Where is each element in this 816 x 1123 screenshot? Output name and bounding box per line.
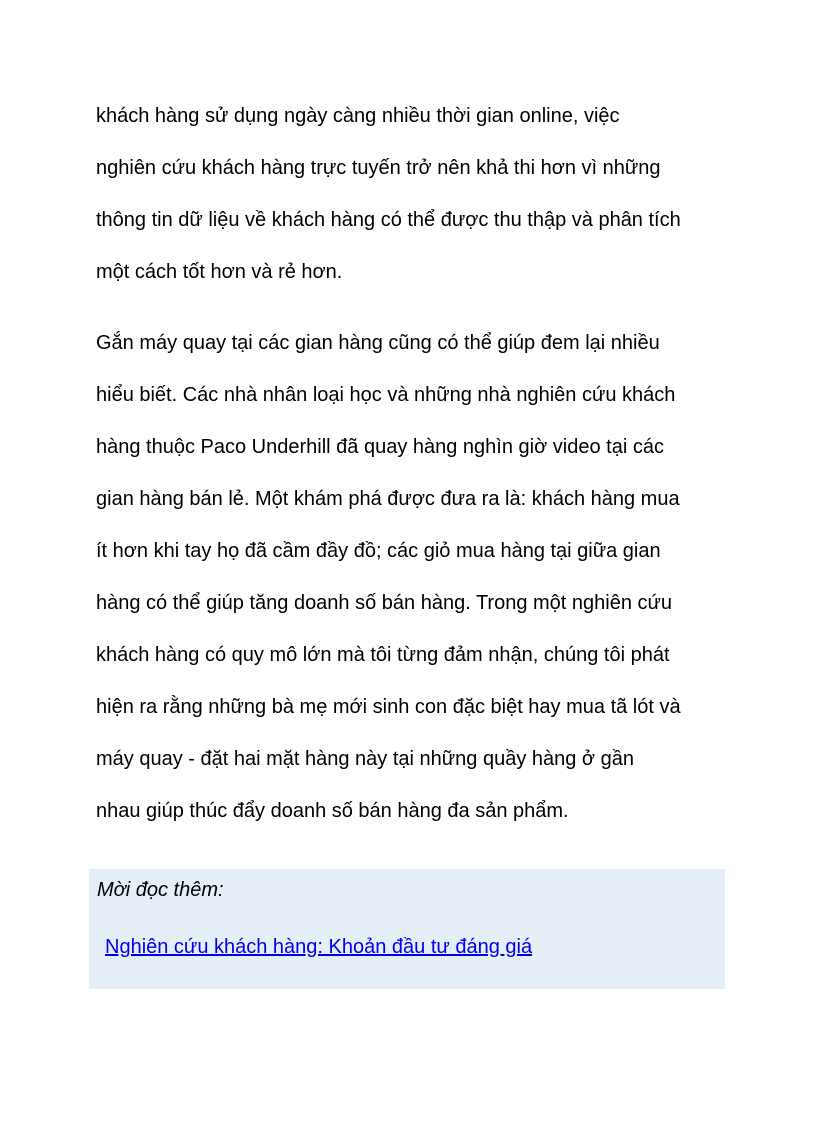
paragraph-1 (96, 90, 736, 298)
paragraph-line: khách hàng sử dụng ngày càng nhiều thời gian online, việc (96, 105, 620, 127)
paragraph-line: một cách tốt hơn và rẻ hơn. (96, 261, 343, 283)
paragraph-line: Gắn máy quay tại các gian hàng cũng có thể giúp đem lại nhiều (96, 332, 660, 354)
paragraph-line: nhau giúp thúc đẩy doanh số bán hàng đa sản phẩm. (96, 800, 569, 822)
paragraph-line: gian hàng bán lẻ. Một khám phá được đưa ra là: khách hàng mua (96, 488, 680, 510)
paragraph-line: hàng thuộc Paco Underhill đã quay hàng nghìn giờ video tại các (96, 436, 664, 458)
paragraph-line: hiểu biết. Các nhà nhân loại học và những nhà nghiên cứu khách (96, 384, 676, 406)
related-reading-heading: Mời đọc thêm: (97, 879, 224, 901)
paragraph-line: thông tin dữ liệu về khách hàng có thể được thu thập và phân tích (96, 209, 681, 231)
paragraph-line: máy quay - đặt hai mặt hàng này tại những quầy hàng ở gần (96, 748, 634, 770)
related-article-link[interactable]: Nghiên cứu khách hàng: Khoản đầu tư đáng giá (105, 936, 533, 958)
paragraph-line: khách hàng có quy mô lớn mà tôi từng đảm nhận, chúng tôi phát (96, 644, 670, 666)
paragraph-2 (96, 317, 736, 837)
paragraph-line: nghiên cứu khách hàng trực tuyến trở nên khả thi hơn vì những (96, 157, 661, 179)
paragraph-line: hàng có thể giúp tăng doanh số bán hàng. Trong một nghiên cứu (96, 592, 673, 614)
related-reading-box (89, 869, 725, 989)
paragraph-line: hiện ra rằng những bà mẹ mới sinh con đặc biệt hay mua tã lót và (96, 696, 681, 718)
paragraph-line: ít hơn khi tay họ đã cầm đầy đồ; các giỏ mua hàng tại giữa gian (96, 540, 661, 562)
